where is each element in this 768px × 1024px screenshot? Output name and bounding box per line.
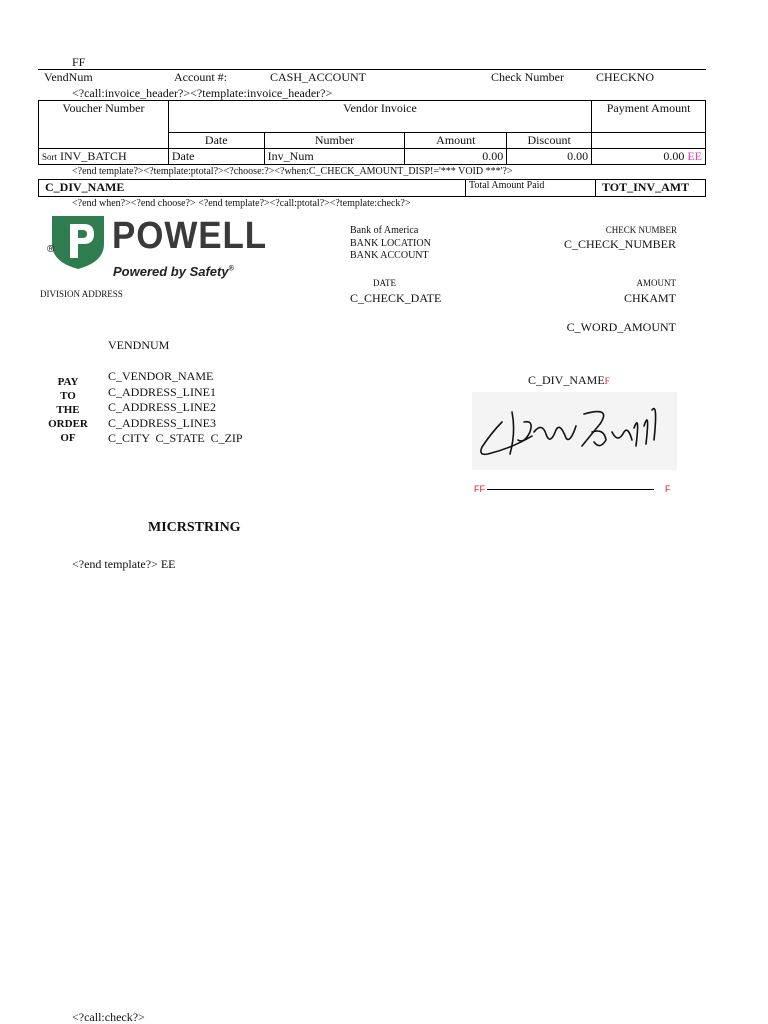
row-sort: Sort [42, 152, 58, 162]
signature-line [487, 489, 654, 490]
totals-row [38, 179, 706, 197]
sig-f-marker: F [665, 484, 671, 494]
vendnum-check: VENDNUM [108, 338, 170, 352]
powell-logo [50, 214, 106, 274]
powell-tagline: Powered by Safety® [113, 264, 234, 279]
template-line-2: <?end when?><?end choose?> <?end template?><?call:ptotal?><?template:check?> [72, 198, 411, 209]
checkno: CHECKNO [596, 70, 655, 84]
micr-string: MICRSTRING [148, 520, 241, 535]
row-batch: INV_BATCH [60, 149, 127, 163]
amount-label: AMOUNT [636, 278, 676, 288]
row-amount: 0.00 [405, 149, 507, 165]
call-invoice-header: <?call:invoice_header?><?template:invoice_header?> [72, 86, 333, 100]
date-label: DATE [373, 278, 396, 288]
bank-account: BANK ACCOUNT [350, 250, 429, 261]
signature-icon [472, 392, 677, 470]
signature-image [472, 392, 677, 470]
bank-name: Bank of America [350, 225, 419, 236]
city-state-zip: C_CITY C_STATE C_ZIP [108, 431, 243, 445]
col-discount: Discount [507, 133, 592, 149]
check-number-title: CHECK NUMBER [605, 225, 677, 235]
address-line1: C_ADDRESS_LINE1 [108, 384, 217, 399]
invoice-table [38, 100, 706, 165]
bank-location: BANK LOCATION [350, 238, 431, 249]
total-amount-label: Total Amount Paid [469, 180, 545, 191]
row-inv-num: Inv_Num [264, 149, 405, 165]
template-line-1: <?end template?><?template:ptotal?><?choose:?><?when:C_CHECK_AMOUNT_DISP!='*** VOID ***'?> [72, 166, 513, 177]
chkamt: CHKAMT [623, 291, 676, 305]
row-ee: EE [687, 149, 702, 163]
division-address: DIVISION ADDRESS [40, 289, 123, 299]
payment-amount-header: Payment Amount [592, 101, 706, 133]
payee-block [108, 369, 243, 447]
vendor-name: C_VENDOR_NAME [108, 369, 214, 383]
end-template: <?end template?> EE [72, 557, 176, 571]
call-check: <?call:check?> [72, 1010, 145, 1024]
cash-account: CASH_ACCOUNT [270, 70, 367, 84]
ff-marker: FF [72, 55, 86, 69]
voucher-number-header: Voucher Number [39, 101, 169, 149]
powell-shield-icon [50, 214, 106, 270]
totals-divider [465, 180, 466, 196]
address-line3: C_ADDRESS_LINE3 [108, 415, 217, 430]
c-word-amount: C_WORD_AMOUNT [566, 320, 676, 334]
totals-div-name: C_DIV_NAME [45, 180, 125, 194]
tot-inv-amt: TOT_INV_AMT [602, 180, 690, 194]
table-row [39, 149, 706, 165]
col-number: Number [264, 133, 405, 149]
c-check-number: C_CHECK_NUMBER [563, 237, 676, 251]
registered-mark: ® [47, 244, 55, 255]
totals-divider-2 [595, 180, 596, 196]
col-amount: Amount [405, 133, 507, 149]
col-payment-blank [592, 133, 706, 149]
address-line2: C_ADDRESS_LINE2 [108, 400, 217, 414]
check-number-label: Check Number [491, 70, 564, 84]
c-check-date: C_CHECK_DATE [350, 291, 442, 305]
vendor-invoice-header: Vendor Invoice [168, 101, 591, 133]
check-div-name: C_DIV_NAME [528, 373, 605, 387]
row-date: Date [168, 149, 264, 165]
row-payment: 0.00 [663, 149, 685, 163]
pay-to-order-of: PAY TO THE ORDER OF [48, 376, 88, 444]
row-discount: 0.00 [507, 149, 592, 165]
sig-ff-marker: FF [474, 484, 485, 494]
check-div-name-wrap [528, 373, 610, 388]
vendnum-label: VendNum [44, 70, 93, 84]
powell-brand: POWELL [112, 215, 268, 257]
div-name-f-marker: F [604, 376, 610, 386]
account-label: Account #: [174, 70, 227, 84]
col-date: Date [168, 133, 264, 149]
